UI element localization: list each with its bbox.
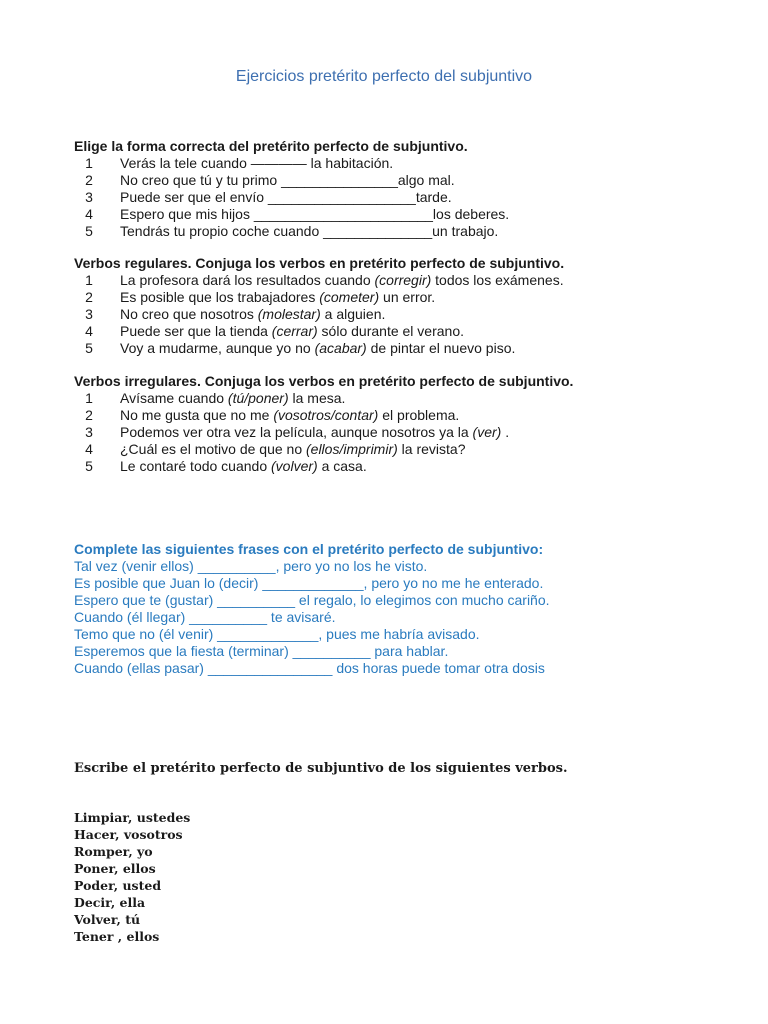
list-item: Tener , ellos bbox=[74, 929, 160, 944]
item-number: 5 bbox=[85, 458, 93, 474]
item-text: Voy a mudarme, aunque yo no (acabar) de pintar el nuevo piso. bbox=[120, 340, 516, 356]
verb-hint: (cometer) bbox=[319, 289, 380, 305]
item-text: Puede ser que el envío ___________________tarde. bbox=[120, 189, 452, 205]
list-item: Es posible que Juan lo (decir) _____________, pero yo no me he enterado. bbox=[74, 575, 544, 591]
sentence-list bbox=[74, 558, 714, 677]
item-number: 4 bbox=[85, 206, 93, 222]
section-heading: Verbos irregulares. Conjuga los verbos en pretérito perfecto de subjuntivo. bbox=[74, 373, 574, 389]
section-regular-verbs bbox=[74, 255, 714, 357]
item-number: 3 bbox=[85, 189, 93, 205]
item-text: Verás la tele cuando ———— la habitación. bbox=[120, 155, 394, 171]
list-item: Poner, ellos bbox=[74, 861, 156, 876]
list-item bbox=[74, 424, 714, 441]
list-item bbox=[74, 172, 714, 189]
item-text: Avísame cuando (tú/poner) la mesa. bbox=[120, 390, 346, 406]
list-item bbox=[74, 458, 714, 475]
list-item: Esperemos que la fiesta (terminar) __________ para hablar. bbox=[74, 643, 449, 659]
verb-hint: (vosotros/contar) bbox=[273, 407, 379, 423]
list-item bbox=[74, 340, 714, 357]
verb-hint: (volver) bbox=[271, 458, 318, 474]
verb-hint: (corregir) bbox=[374, 272, 432, 288]
section-heading: Verbos regulares. Conjuga los verbos en pretérito perfecto de subjuntivo. bbox=[74, 255, 565, 271]
verb-hint: (ver) bbox=[472, 424, 502, 440]
list-item: Volver, tú bbox=[74, 912, 141, 927]
section-complete-sentences bbox=[74, 541, 714, 677]
list-item bbox=[74, 206, 714, 223]
list-item: Poder, usted bbox=[74, 878, 162, 893]
verb-hint: (tú/poner) bbox=[227, 390, 289, 406]
item-number: 4 bbox=[85, 441, 93, 457]
section-heading: Elige la forma correcta del pretérito perfecto de subjuntivo. bbox=[74, 138, 468, 154]
list-item: Tal vez (venir ellos) __________, pero yo no los he visto. bbox=[74, 558, 428, 574]
section-heading: Complete las siguientes frases con el pretérito perfecto de subjuntivo: bbox=[74, 541, 544, 557]
item-number: 5 bbox=[85, 223, 93, 239]
item-text: No me gusta que no me (vosotros/contar) el problema. bbox=[120, 407, 460, 423]
list-item: Limpiar, ustedes bbox=[74, 810, 191, 825]
verb-hint: (ellos/imprimir) bbox=[306, 441, 398, 457]
exercise-list bbox=[74, 272, 714, 357]
list-item: Espero que te (gustar) __________ el regalo, lo elegimos con mucho cariño. bbox=[74, 592, 550, 608]
item-number: 1 bbox=[85, 272, 93, 288]
item-number: 2 bbox=[85, 172, 93, 188]
section-choose-form bbox=[74, 138, 714, 240]
section-heading: Escribe el pretérito perfecto de subjuntivo de los siguientes verbos. bbox=[74, 761, 568, 776]
list-item bbox=[74, 223, 714, 240]
list-item: Decir, ella bbox=[74, 895, 146, 910]
item-number: 3 bbox=[85, 306, 93, 322]
item-text: Le contaré todo cuando (volver) a casa. bbox=[120, 458, 367, 474]
item-number: 1 bbox=[85, 155, 93, 171]
verb-hint: (cerrar) bbox=[271, 323, 318, 339]
verb-list bbox=[74, 809, 714, 945]
list-item bbox=[74, 306, 714, 323]
section-irregular-verbs bbox=[74, 373, 714, 475]
item-text: No creo que tú y tu primo _______________algo mal. bbox=[120, 172, 455, 188]
exercise-list bbox=[74, 155, 714, 240]
item-text: ¿Cuál es el motivo de que no (ellos/imprimir) la revista? bbox=[120, 441, 466, 457]
list-item bbox=[74, 272, 714, 289]
list-item: Temo que no (él venir) _____________, pues me habría avisado. bbox=[74, 626, 480, 642]
item-number: 4 bbox=[85, 323, 93, 339]
list-item bbox=[74, 289, 714, 306]
item-number: 1 bbox=[85, 390, 93, 406]
list-item: Cuando (él llegar) __________ te avisaré. bbox=[74, 609, 336, 625]
section-write-verbs bbox=[74, 760, 714, 777]
page-title: Ejercicios pretérito perfecto del subjuntivo bbox=[235, 68, 533, 85]
item-text: Puede ser que la tienda (cerrar) sólo durante el verano. bbox=[120, 323, 464, 339]
list-item bbox=[74, 189, 714, 206]
item-text: No creo que nosotros (molestar) a alguien. bbox=[120, 306, 386, 322]
list-item: Romper, yo bbox=[74, 844, 153, 859]
list-item bbox=[74, 155, 714, 172]
list-item bbox=[74, 323, 714, 340]
list-item: Cuando (ellas pasar) ________________ dos horas puede tomar otra dosis bbox=[74, 660, 545, 676]
item-number: 2 bbox=[85, 407, 93, 423]
item-text: La profesora dará los resultados cuando (corregir) todos los exámenes. bbox=[120, 272, 564, 288]
list-item bbox=[74, 441, 714, 458]
exercise-list bbox=[74, 390, 714, 475]
verb-hint: (molestar) bbox=[257, 306, 321, 322]
item-text: Podemos ver otra vez la película, aunque nosotros ya la (ver) . bbox=[120, 424, 510, 440]
item-text: Tendrás tu propio coche cuando ______________un trabajo. bbox=[120, 223, 499, 239]
list-item bbox=[74, 390, 714, 407]
item-number: 3 bbox=[85, 424, 93, 440]
item-number: 5 bbox=[85, 340, 93, 356]
list-item: Hacer, vosotros bbox=[74, 827, 183, 842]
item-text: Es posible que los trabajadores (cometer) un error. bbox=[120, 289, 436, 305]
verb-hint: (acabar) bbox=[314, 340, 367, 356]
item-number: 2 bbox=[85, 289, 93, 305]
item-text: Espero que mis hijos _______________________los deberes. bbox=[120, 206, 510, 222]
list-item bbox=[74, 407, 714, 424]
